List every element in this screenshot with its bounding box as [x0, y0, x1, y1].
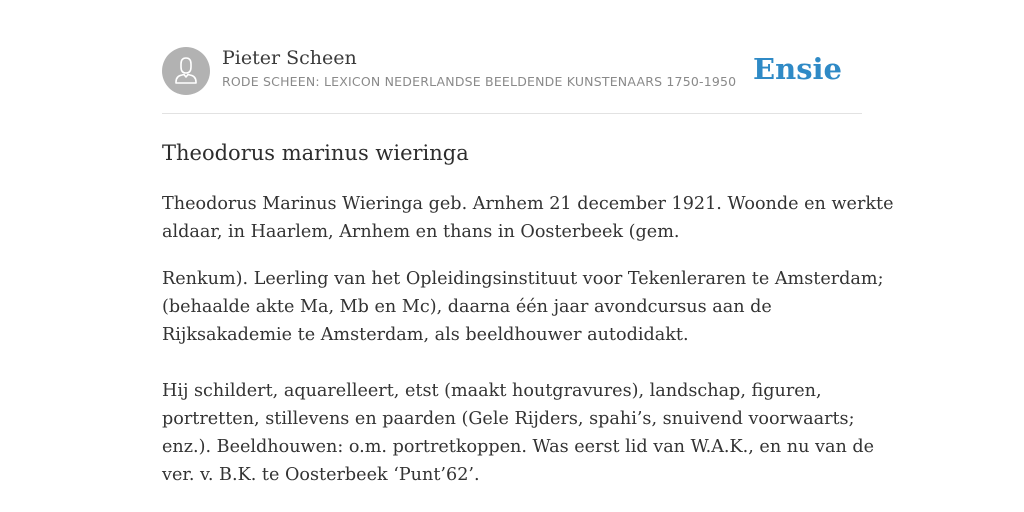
author-name[interactable]: Pieter Scheen: [222, 47, 357, 69]
article-paragraph-3: [162, 377, 875, 489]
author-avatar[interactable]: [162, 47, 210, 95]
paragraph-line: (behaalde akte Ma, Mb en Mc), daarna één jaar avondcursus aan de: [162, 297, 772, 317]
paragraph-line: Renkum). Leerling van het Opleidingsinstituut voor Tekenleraren te Amsterdam;: [162, 269, 884, 289]
article-paragraph-1: [162, 190, 894, 246]
paragraph-line: enz.). Beeldhouwen: o.m. portretkoppen. Was eerst lid van W.A.K., en nu van de: [162, 437, 875, 457]
page-header: [162, 46, 862, 96]
paragraph-line: Rijksakademie te Amsterdam, als beeldhouwer autodidakt.: [162, 325, 689, 345]
brand-logo[interactable]: Ensie: [753, 52, 842, 86]
article-title: Theodorus marinus wieringa: [162, 141, 469, 165]
header-divider: [162, 113, 862, 114]
paragraph-line: ver. v. B.K. te Oosterbeek ‘Punt’62’.: [162, 465, 480, 485]
article-paragraph-2: [162, 265, 884, 349]
paragraph-line: Hij schildert, aquarelleert, etst (maakt houtgravures), landschap, figuren,: [162, 381, 822, 401]
source-label[interactable]: RODE SCHEEN: LEXICON NEDERLANDSE BEELDENDE KUNSTENAARS 1750-1950: [222, 74, 737, 89]
paragraph-line: aldaar, in Haarlem, Arnhem en thans in Oosterbeek (gem.: [162, 222, 680, 242]
paragraph-line: portretten, stillevens en paarden (Gele Rijders, spahi’s, snuivend voorwaarts;: [162, 409, 855, 429]
person-icon: [162, 47, 210, 95]
paragraph-line: Theodorus Marinus Wieringa geb. Arnhem 21 december 1921. Woonde en werkte: [162, 194, 894, 214]
